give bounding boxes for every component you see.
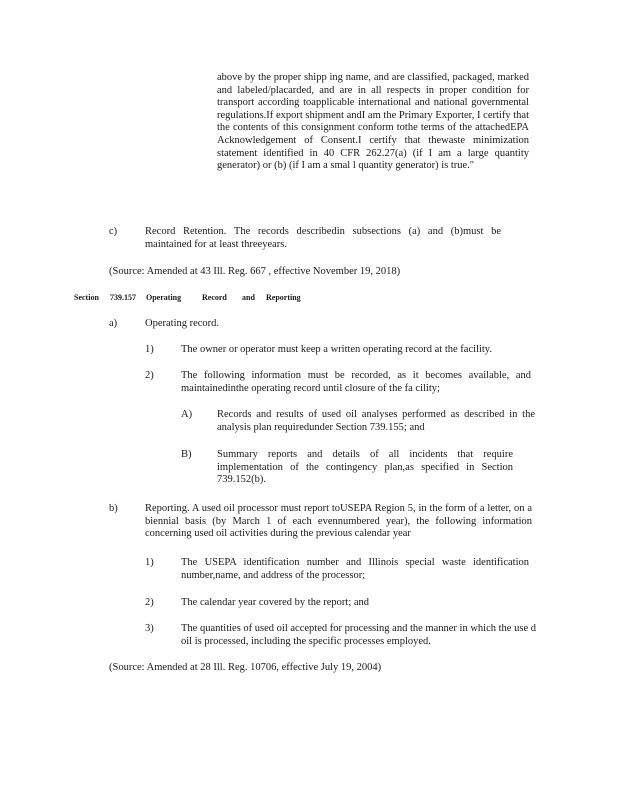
- item-label: 1): [145, 344, 154, 355]
- subitem-label: A): [181, 409, 193, 420]
- subsection-a-heading: Operating record.: [145, 318, 220, 329]
- subitem-label: B): [181, 449, 192, 460]
- item-text: The following information must be recorded, as it becomes available, and maintainedinthe operating record until closure of the fa cility;: [181, 370, 531, 394]
- subitem-text: Summary reports and details of all incidents that require implementation of the contingency plan,as specified in Section 739.152(b).: [217, 449, 513, 486]
- item-label: 1): [145, 557, 154, 568]
- subsection-a-label: a): [109, 318, 118, 329]
- subitem-text: Records and results of used oil analyses performed as described in the analysis plan requiredunder Section 739.155; and: [217, 409, 535, 433]
- source-note: (Source: Amended at 28 Ill. Reg. 10706, effective July 19, 2004): [109, 662, 382, 673]
- source-note: (Source: Amended at 43 Ill. Reg. 667 , effective November 19, 2018): [109, 266, 401, 277]
- section-title-word: Operating: [146, 293, 182, 302]
- section-label: Section: [74, 293, 99, 302]
- section-heading: [74, 293, 301, 302]
- subsection-c-text: Record Retention. The records describedin subsections (a) and (b)must be maintained for at least threeyears.: [145, 226, 501, 250]
- subsection-c-label: c): [109, 226, 118, 237]
- quoted-certification-text: above by the proper shipp ing name, and are classified, packaged, marked and labeled/placarded, and are in all respects in proper condition for transport according toapplicable international and national governmental regulations.If export shipment andI am the Primary Exporter, I certify that the contents of this consignment conform tothe terms of the attachedEPA Acknowledgement of Consent.I certify that thewaste minimization statement identified in 40 CFR 262.27(a) (if I am a large quantity generator) or (b) (if I am a smal l quantity generator) is true.": [217, 72, 529, 172]
- section-title-word: Record: [202, 293, 227, 302]
- item-text: The quantities of used oil accepted for processing and the manner in which the use d oil is processed, including the specific processes employed.: [181, 623, 536, 647]
- item-label: 3): [145, 623, 154, 634]
- item-label: 2): [145, 370, 154, 381]
- item-text: The calendar year covered by the report; and: [181, 597, 370, 608]
- section-title-word: and: [242, 293, 255, 302]
- item-text: The owner or operator must keep a written operating record at the facility.: [181, 344, 492, 355]
- item-text: The USEPA identification number and Illinois special waste identification number,name, and address of the processor;: [181, 557, 529, 581]
- subsection-b-label: b): [109, 503, 118, 514]
- subsection-b-text: Reporting. A used oil processor must report toUSEPA Region 5, in the form of a letter, on a biennial basis (by March 1 of each evennumbered year), the following information concerning used oil activities during the previous calendar year: [145, 503, 532, 540]
- item-label: 2): [145, 597, 154, 608]
- section-title-word: Reporting: [266, 293, 301, 302]
- section-number: 739.157: [110, 293, 136, 302]
